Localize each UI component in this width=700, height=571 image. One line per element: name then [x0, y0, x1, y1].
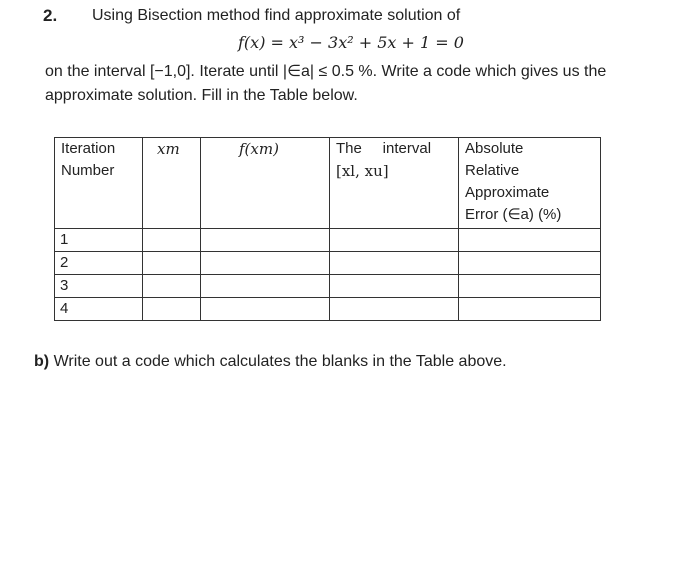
header-interval — [330, 138, 459, 229]
iteration-cell: 1 — [55, 229, 143, 252]
error-cell — [459, 229, 601, 252]
fxm-cell — [201, 275, 330, 298]
error-cell — [459, 275, 601, 298]
header-xm — [143, 138, 201, 229]
part-b-label: b) — [34, 353, 50, 370]
fxm-cell — [201, 298, 330, 321]
fill-table-instruction: approximate solution. Fill in the Table below. — [45, 87, 358, 104]
xm-cell — [143, 252, 201, 275]
xm-cell — [143, 275, 201, 298]
interval-instruction: on the interval [−1,0]. Iterate until |∈a| ≤ 0.5 %. Write a code which gives us the — [45, 63, 607, 80]
iteration-cell: 4 — [55, 298, 143, 321]
header-fxm-text: f(xm) — [239, 140, 279, 158]
header-error-line4: Error (∈a) (%) — [465, 206, 562, 223]
header-iteration-line1: Iteration — [61, 140, 116, 157]
part-b — [34, 353, 507, 371]
interval-cell — [330, 252, 459, 275]
xm-cell — [143, 229, 201, 252]
header-error-line2: Relative — [465, 162, 520, 179]
interval-cell — [330, 275, 459, 298]
header-xm-text: xm — [157, 140, 180, 158]
table-row — [55, 252, 601, 275]
header-error-line1: Absolute — [465, 140, 524, 157]
iteration-cell: 2 — [55, 252, 143, 275]
header-interval-line1: The interval — [336, 140, 432, 157]
question-statement: Using Bisection method find approximate solution of — [92, 7, 461, 24]
header-error-line3: Approximate — [465, 184, 550, 201]
equation: f(x) = x³ − 3x² + 5x + 1 = 0 — [238, 33, 464, 52]
xm-cell — [143, 298, 201, 321]
error-cell — [459, 252, 601, 275]
bisection-table — [54, 137, 601, 321]
header-fxm — [201, 138, 330, 229]
interval-cell — [330, 298, 459, 321]
table-row — [55, 229, 601, 252]
table-row — [55, 298, 601, 321]
part-b-text: Write out a code which calculates the blanks in the Table above. — [53, 353, 507, 370]
table-header-row — [55, 138, 601, 229]
header-iteration-number — [55, 138, 143, 229]
table-row — [55, 275, 601, 298]
header-iteration-line2: Number — [61, 162, 115, 179]
header-interval-line2: [xl, xu] — [336, 162, 389, 180]
interval-cell — [330, 229, 459, 252]
iteration-cell: 3 — [55, 275, 143, 298]
fxm-cell — [201, 252, 330, 275]
header-error — [459, 138, 601, 229]
question-number: 2. — [43, 6, 58, 25]
fxm-cell — [201, 229, 330, 252]
error-cell — [459, 298, 601, 321]
